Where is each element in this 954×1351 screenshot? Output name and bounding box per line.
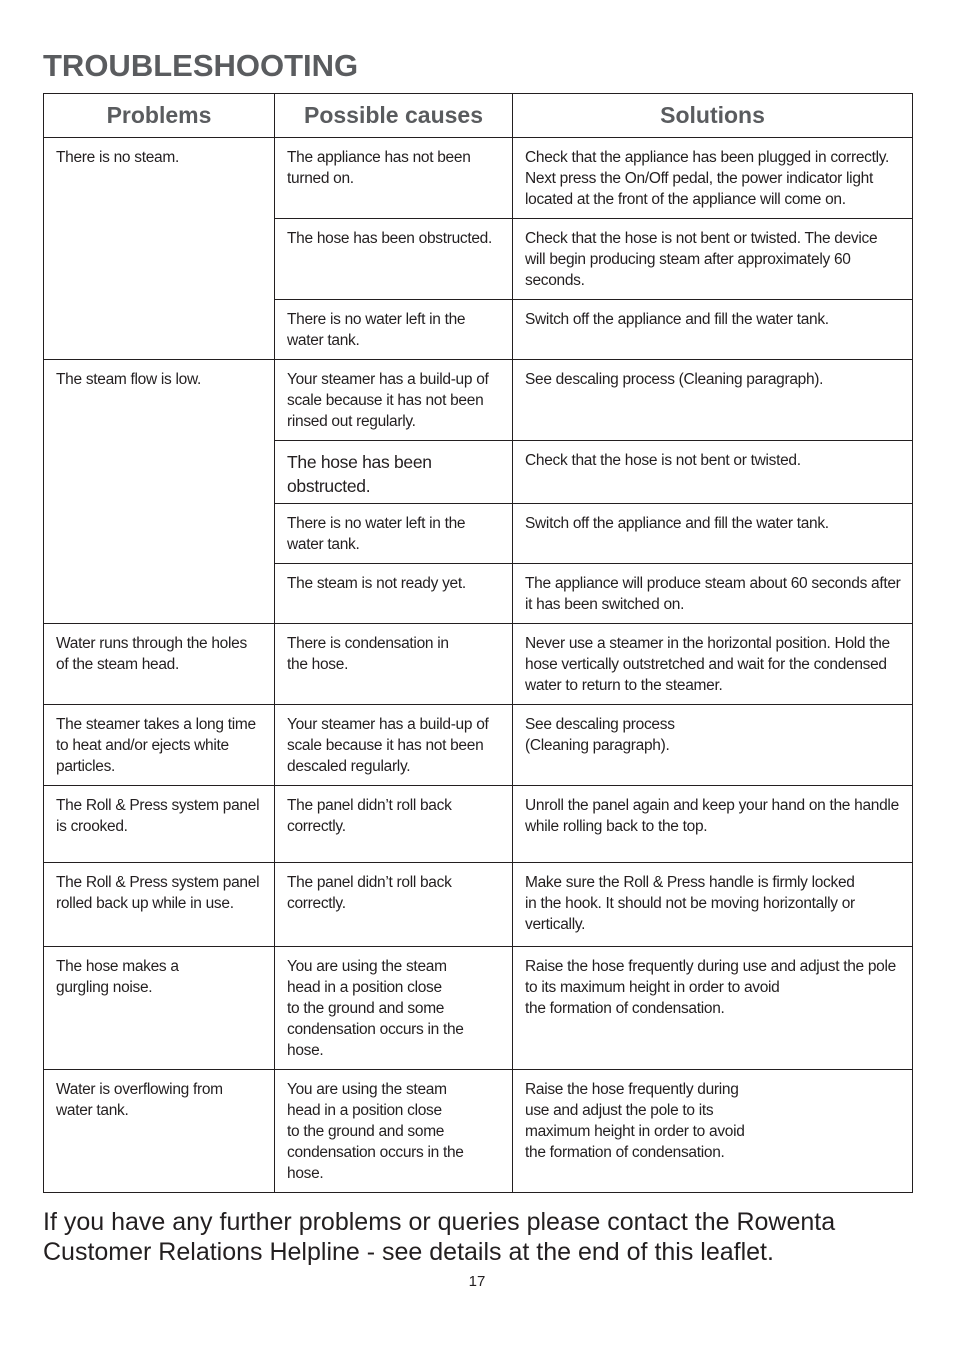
problem-cell: Water runs through the holes of the steam head. xyxy=(44,624,275,705)
problem-cell: The Roll & Press system panel rolled back up while in use. xyxy=(44,863,275,947)
solution-cell: Switch off the appliance and fill the water tank. xyxy=(513,300,913,360)
solution-cell: Check that the hose is not bent or twisted. The device will begin producing steam after approximately 60 seconds. xyxy=(513,219,913,300)
header-problems: Problems xyxy=(44,94,275,138)
solution-cell: See descaling process (Cleaning paragraph). xyxy=(513,705,913,786)
cause-cell: There is no water left in the water tank. xyxy=(275,504,513,564)
cause-cell: There is no water left in the water tank. xyxy=(275,300,513,360)
solution-cell: See descaling process (Cleaning paragraph). xyxy=(513,360,913,441)
solution-cell: Never use a steamer in the horizontal position. Hold the hose vertically outstretched and wait for the condensed water to return to the steamer. xyxy=(513,624,913,705)
table-row xyxy=(44,1070,913,1193)
cause-cell: You are using the steam head in a position close to the ground and some condensation occurs in the hose. xyxy=(275,947,513,1070)
problem-cell: There is no steam. xyxy=(44,138,275,360)
table-row xyxy=(44,624,913,705)
solution-cell: Check that the appliance has been plugged in correctly. Next press the On/Off pedal, the power indicator light located at the front of the appliance will come on. xyxy=(513,138,913,219)
problem-cell: The steam flow is low. xyxy=(44,360,275,624)
header-solutions: Solutions xyxy=(513,94,913,138)
solution-cell: Make sure the Roll & Press handle is firmly locked in the hook. It should not be moving horizontally or vertically. xyxy=(513,863,913,947)
solution-cell: Raise the hose frequently during use and adjust the pole to its maximum height in order to avoid the formation of condensation. xyxy=(513,1070,913,1193)
table-row xyxy=(44,947,913,1070)
problem-cell: The hose makes a gurgling noise. xyxy=(44,947,275,1070)
solution-cell: Check that the hose is not bent or twisted. xyxy=(513,441,913,504)
table-row xyxy=(44,786,913,863)
problem-cell: The Roll & Press system panel is crooked. xyxy=(44,786,275,863)
table-row xyxy=(44,138,913,219)
table-row xyxy=(44,360,913,441)
cause-cell: The panel didn’t roll back correctly. xyxy=(275,863,513,947)
page-title: TROUBLESHOOTING xyxy=(43,48,359,83)
cause-cell: There is condensation in the hose. xyxy=(275,624,513,705)
header-causes: Possible causes xyxy=(275,94,513,138)
contact-helpline-note: If you have any further problems or queries please contact the Rowenta Customer Relations Helpline - see details at the end of this leaflet. xyxy=(43,1208,836,1266)
troubleshooting-table xyxy=(43,93,913,1193)
solution-cell: Raise the hose frequently during use and adjust the pole to its maximum height in order to avoid the formation of condensation. xyxy=(513,947,913,1070)
problem-cell: Water is overflowing from water tank. xyxy=(44,1070,275,1193)
cause-cell: Your steamer has a build-up of scale because it has not been descaled regularly. xyxy=(275,705,513,786)
cause-cell: Your steamer has a build-up of scale because it has not been rinsed out regularly. xyxy=(275,360,513,441)
cause-cell: You are using the steam head in a position close to the ground and some condensation occurs in the hose. xyxy=(275,1070,513,1193)
solution-cell: The appliance will produce steam about 60 seconds after it has been switched on. xyxy=(513,564,913,624)
cause-cell: The hose has been obstructed. xyxy=(275,441,513,504)
table-row xyxy=(44,863,913,947)
cause-cell: The hose has been obstructed. xyxy=(275,219,513,300)
cause-cell: The appliance has not been turned on. xyxy=(275,138,513,219)
cause-cell: The steam is not ready yet. xyxy=(275,564,513,624)
table-row xyxy=(44,705,913,786)
table-header-row xyxy=(44,94,913,138)
problem-cell: The steamer takes a long time to heat and/or ejects white particles. xyxy=(44,705,275,786)
solution-cell: Switch off the appliance and fill the water tank. xyxy=(513,504,913,564)
solution-cell: Unroll the panel again and keep your hand on the handle while rolling back to the top. xyxy=(513,786,913,863)
page-number: 17 xyxy=(468,1273,486,1290)
cause-cell: The panel didn’t roll back correctly. xyxy=(275,786,513,863)
